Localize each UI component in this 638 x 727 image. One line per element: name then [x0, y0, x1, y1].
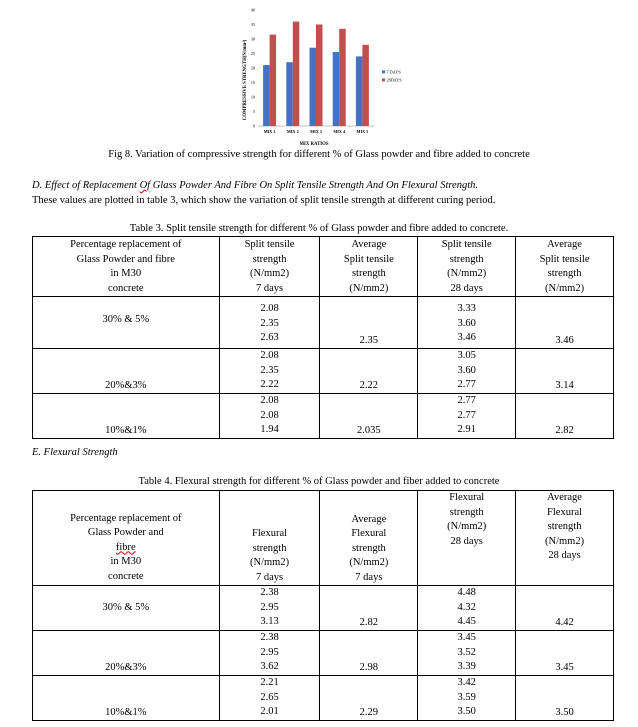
compressive-strength-chart — [236, 2, 420, 150]
table-header-row — [33, 237, 614, 297]
table-4-header-flex28 — [418, 491, 516, 586]
table-4-header-mix — [33, 491, 220, 586]
table-row — [33, 676, 614, 721]
value: 2.08 — [260, 350, 279, 361]
values-cell — [418, 586, 516, 631]
table-4 — [32, 490, 614, 721]
value: 4.48 — [457, 587, 476, 598]
value: 3.60 — [457, 317, 476, 329]
avg-cell: 2.29 — [320, 676, 418, 721]
header-line: Split tensile — [244, 239, 295, 250]
bar-28days — [270, 35, 277, 126]
header-line: 7 days — [255, 571, 284, 583]
avg-cell: 2.22 — [320, 349, 418, 394]
header-line: Average — [351, 513, 387, 525]
value: 2.35 — [260, 364, 279, 376]
header-line: (N/mm2) — [349, 557, 389, 568]
y-tick-label: 15 — [250, 79, 255, 85]
header-line: Flexural — [547, 506, 583, 518]
value: 3.46 — [457, 332, 476, 343]
header-line: Flexural — [449, 492, 485, 503]
header-line: Percentage replacement of — [70, 512, 182, 524]
table-3-header-avg7 — [320, 237, 418, 297]
legend-swatch — [382, 70, 385, 73]
section-d-heading-wavy: Of — [139, 180, 151, 191]
section-e-heading: E. Flexural Strength — [32, 447, 118, 458]
value: 2.21 — [260, 677, 279, 688]
y-tick-label: 20 — [250, 65, 255, 71]
value: 4.45 — [457, 616, 476, 627]
value: 3.39 — [457, 661, 476, 672]
header-line: concrete — [108, 282, 144, 294]
values-cell — [219, 676, 320, 721]
mix-cell — [33, 297, 220, 349]
bar-7days — [286, 62, 293, 126]
bar-7days — [356, 56, 363, 126]
y-tick-label: 5 — [252, 108, 255, 114]
header-line: (N/mm2) — [545, 535, 585, 547]
value: 2.77 — [457, 409, 476, 421]
value: 3.60 — [457, 364, 476, 376]
value: 3.13 — [260, 616, 279, 627]
value: 3.45 — [457, 632, 476, 643]
avg-cell: 2.035 — [320, 394, 418, 439]
value: 2.08 — [260, 409, 279, 421]
header-line: 7 days — [255, 282, 284, 294]
avg-cell: 3.45 — [516, 631, 614, 676]
header-line: (N/mm2) — [545, 282, 585, 294]
value: 2.08 — [260, 303, 279, 314]
table-4-header-flex7 — [219, 491, 320, 586]
header-line: strength — [351, 268, 386, 279]
value: 2.77 — [457, 379, 476, 390]
header-line — [33, 526, 219, 555]
mix-label: 30% & 5% — [102, 314, 150, 325]
header-line: strength — [547, 268, 582, 279]
value: 3.05 — [457, 350, 476, 361]
section-d-heading — [32, 180, 478, 191]
section-d-text: These values are plotted in table 3, which show the variation of split tensile strength at different curing period. — [32, 195, 496, 206]
header-line: (N/mm2) — [447, 521, 487, 532]
value: 2.77 — [457, 395, 476, 406]
table-3-header-mix — [33, 237, 220, 297]
avg-cell: 3.46 — [516, 297, 614, 349]
table-3-header-avg28 — [516, 237, 614, 297]
values-cell — [418, 676, 516, 721]
header-line-part: Glass Powder and — [87, 527, 164, 538]
value: 3.52 — [457, 646, 476, 658]
value: 2.01 — [260, 706, 279, 717]
header-line: Flexural — [351, 528, 387, 539]
values-cell — [418, 394, 516, 439]
header-line: Split tensile — [441, 239, 492, 250]
bar-28days — [362, 45, 369, 126]
table-3-header-split28 — [418, 237, 516, 297]
y-tick-label: 40 — [250, 7, 255, 13]
mix-cell: 20%&3% — [33, 349, 220, 394]
table-4-caption: Table 4. Flexural strength for different % of Glass powder and fiber added to concrete — [138, 476, 500, 487]
values-cell — [418, 297, 516, 349]
header-line: Percentage replacement of — [70, 239, 182, 250]
value: 2.63 — [260, 332, 279, 343]
table-row — [33, 297, 614, 349]
value: 2.95 — [260, 646, 279, 658]
header-line: Glass Powder and fibre — [76, 253, 175, 265]
table-3 — [32, 236, 614, 439]
y-tick-label: 25 — [250, 50, 255, 56]
values-cell — [219, 349, 320, 394]
bar-28days — [293, 22, 300, 126]
values-cell — [219, 394, 320, 439]
avg-cell: 2.35 — [320, 297, 418, 349]
avg-cell: 2.82 — [320, 586, 418, 631]
legend-swatch — [382, 78, 385, 81]
table-row — [33, 394, 614, 439]
header-line: strength — [449, 253, 484, 265]
y-tick-label: 30 — [250, 36, 255, 42]
value: 3.59 — [457, 691, 476, 703]
x-tick-label: MIX 3 — [310, 129, 322, 134]
values-cell — [219, 297, 320, 349]
values-cell — [418, 349, 516, 394]
header-line: Average — [547, 239, 582, 250]
avg-cell: 4.42 — [516, 586, 614, 631]
header-line: 7 days — [355, 571, 383, 583]
mix-cell: 10%&1% — [33, 394, 220, 439]
figure-8-caption: Fig 8. Variation of compressive strength for different % of Glass powder and fibre added to concrete — [108, 149, 530, 160]
y-tick-label: 35 — [250, 21, 255, 27]
table-4-header-avg7 — [320, 491, 418, 586]
x-tick-label: MIX 2 — [286, 129, 299, 134]
header-line: (N/mm2) — [447, 268, 487, 279]
chart-svg — [236, 2, 420, 150]
x-tick-label: MIX 1 — [263, 129, 276, 134]
legend-label: 28DAYS — [386, 77, 402, 83]
header-line: concrete — [108, 570, 144, 582]
y-tick-label: 0 — [252, 123, 255, 129]
values-cell — [219, 631, 320, 676]
avg-cell: 2.82 — [516, 394, 614, 439]
value: 2.35 — [260, 317, 279, 329]
value: 3.33 — [457, 303, 476, 314]
section-d-heading-part2: Glass Powder And Fibre On Split Tensile Strength And On Flexural Strength. — [150, 180, 479, 191]
header-line: strength — [449, 506, 484, 518]
avg-cell: 3.14 — [516, 349, 614, 394]
table-row — [33, 631, 614, 676]
bar-7days — [263, 65, 270, 126]
value: 2.22 — [260, 379, 279, 390]
value: 3.62 — [260, 661, 279, 672]
value: 2.65 — [260, 691, 279, 703]
section-d-heading-part1: D. Effect of Replacement — [32, 180, 140, 191]
table-3-header-split7 — [219, 237, 320, 297]
x-tick-label: MIX 4 — [333, 129, 346, 134]
header-line-wavy: fibre — [115, 541, 136, 553]
chart-y-axis-label: COMPRESSIVE STRENGTH(N/mm²) — [243, 39, 248, 121]
value: 2.38 — [260, 632, 279, 643]
mix-cell: 20%&3% — [33, 631, 220, 676]
header-line: Split tensile — [343, 253, 394, 265]
header-line: strength — [252, 542, 287, 554]
values-cell — [418, 631, 516, 676]
header-line: strength — [252, 253, 287, 265]
avg-cell: 3.50 — [516, 676, 614, 721]
chart-x-axis-label: MIX RATIOS — [299, 142, 329, 147]
x-tick-label: MIX 5 — [356, 129, 369, 134]
header-line: (N/mm2) — [349, 282, 389, 294]
value: 3.50 — [457, 706, 476, 717]
header-line: in M30 — [110, 556, 142, 567]
header-line: Split tensile — [539, 253, 590, 265]
values-cell — [219, 586, 320, 631]
bar-28days — [339, 29, 346, 126]
legend-label: 7 DAYS — [386, 69, 401, 75]
table-header-row — [33, 491, 614, 586]
table-3-caption: Table 3. Split tensile strength for different % of Glass powder and fibre added to concrete. — [129, 223, 509, 234]
header-line: strength — [547, 521, 582, 532]
header-line: Average — [547, 492, 582, 503]
header-line: 28 days — [548, 550, 581, 561]
value: 2.38 — [260, 587, 279, 598]
mix-cell: 10%&1% — [33, 676, 220, 721]
value: 2.95 — [260, 601, 279, 613]
table-row — [33, 586, 614, 631]
mix-cell: 30% & 5% — [33, 586, 220, 631]
table-4-header-avg28 — [516, 491, 614, 586]
y-tick-label: 10 — [250, 94, 255, 100]
header-line: in M30 — [110, 268, 142, 279]
header-line: strength — [351, 542, 386, 554]
value: 1.94 — [260, 424, 279, 435]
bar-7days — [333, 52, 340, 126]
header-line: 28 days — [450, 535, 483, 547]
header-line: Average — [351, 239, 387, 250]
bar-7days — [310, 48, 317, 126]
avg-cell: 2.98 — [320, 631, 418, 676]
value: 4.32 — [457, 601, 476, 613]
bar-28days — [316, 25, 323, 127]
header-line: (N/mm2) — [250, 557, 290, 568]
header-line: Flexural — [252, 528, 288, 539]
header-line: 28 days — [450, 282, 483, 294]
value: 3.42 — [457, 677, 476, 688]
value: 2.91 — [457, 424, 476, 435]
value: 2.08 — [260, 395, 279, 406]
header-line: (N/mm2) — [250, 268, 290, 279]
table-row — [33, 349, 614, 394]
